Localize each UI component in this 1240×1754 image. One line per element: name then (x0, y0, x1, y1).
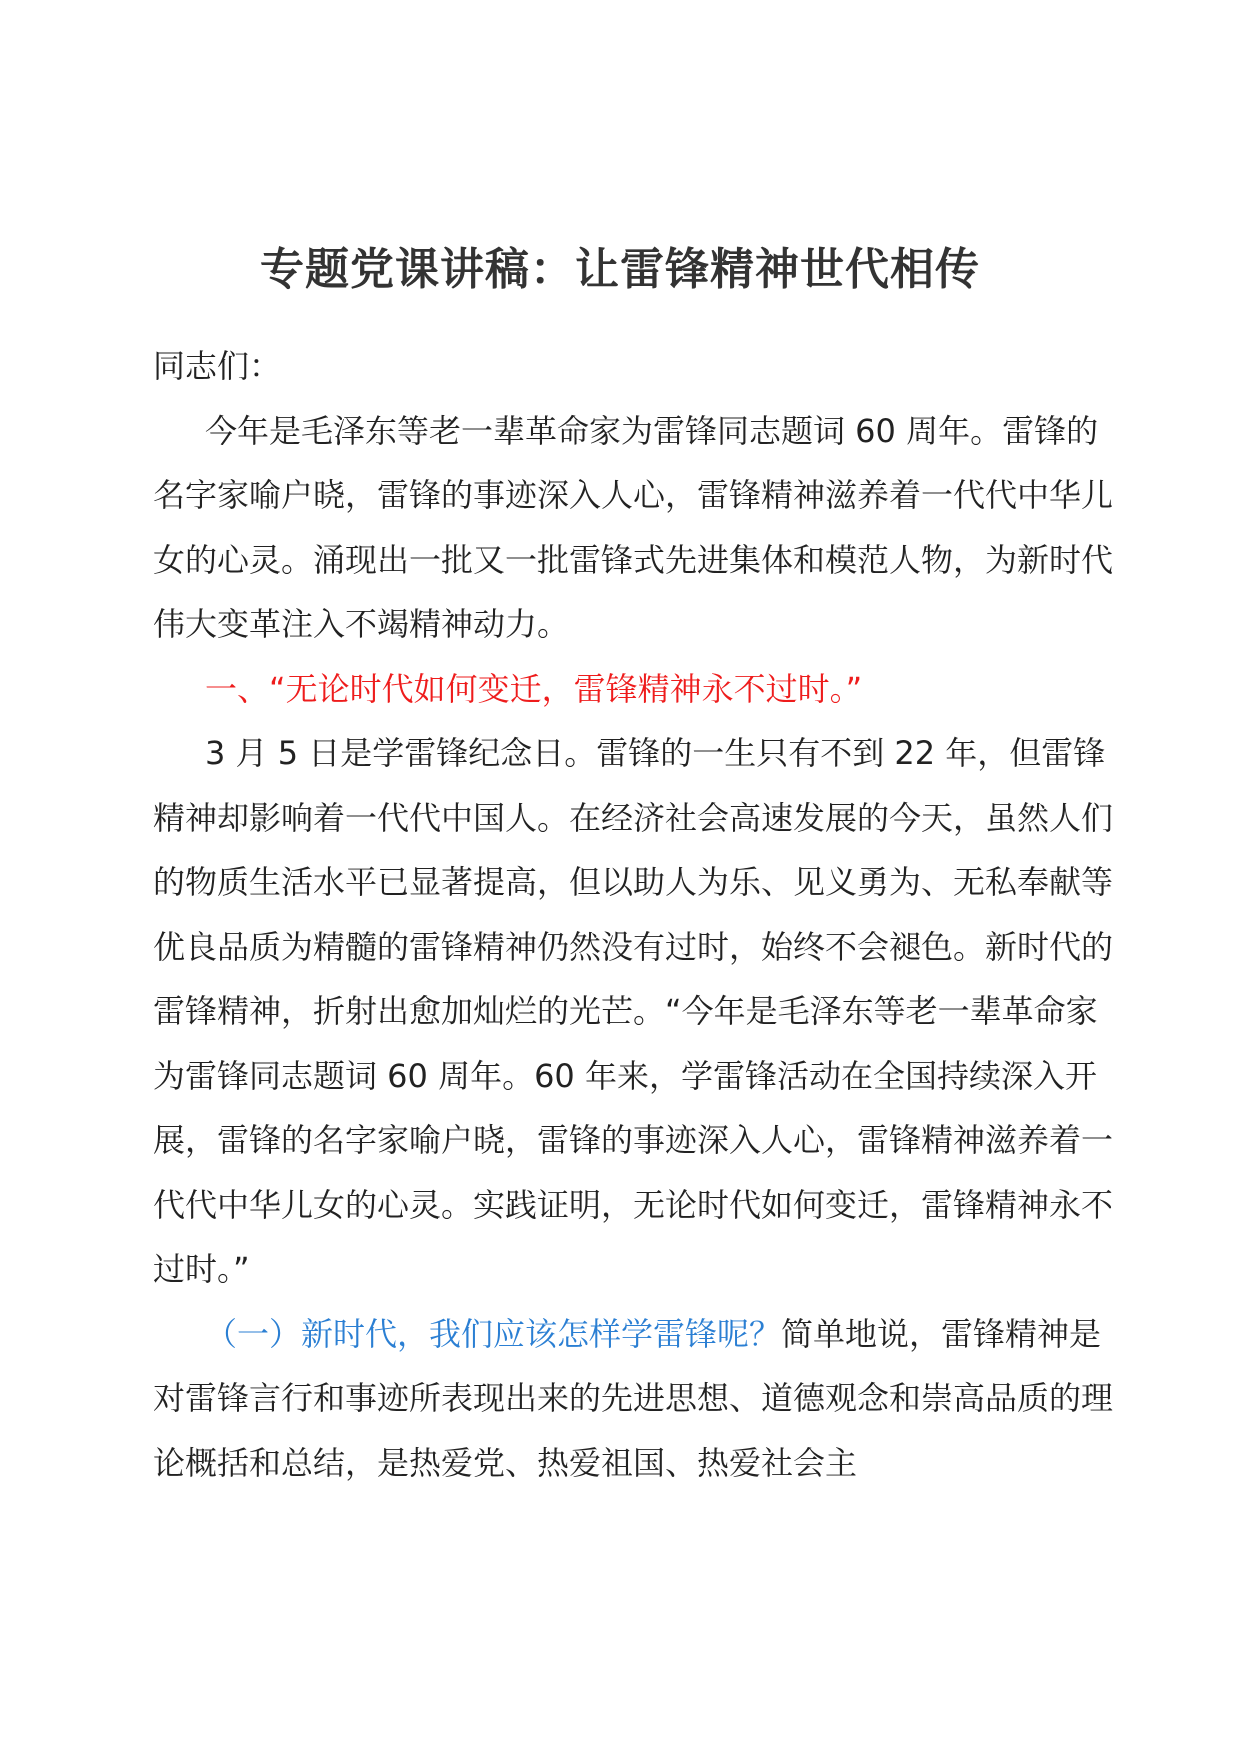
paragraph-subsection-1 (153, 1302, 1113, 1496)
document-body (153, 334, 1113, 1495)
paragraph-section-1: 3 月 5 日是学雷锋纪念日。雷锋的一生只有不到 22 年，但雷锋精神却影响着一代代中国人。在经济社会高速发展的今天，虽然人们的物质生活水平已显著提高，但以助人为乐、见义勇为、无私奉献等优良品质为精髓的雷锋精神仍然没有过时，始终不会褪色。新时代的雷锋精神，折射出愈加灿烂的光芒。“今年是毛泽东等老一辈革命家为雷锋同志题词 60 周年。60 年来，学雷锋活动在全国持续深入开展，雷锋的名字家喻户晓，雷锋的事迹深入人心，雷锋精神滋养着一代代中华儿女的心灵。实践证明，无论时代如何变迁，雷锋精神永不过时。” (153, 734, 1114, 1288)
subsection-heading-1: （一）新时代，我们应该怎样学雷锋呢？ (205, 1314, 782, 1353)
salutation: 同志们： (153, 347, 282, 385)
document-title: 专题党课讲稿：让雷锋精神世代相传 (260, 244, 980, 295)
paragraph-intro: 今年是毛泽东等老一辈革命家为雷锋同志题词 60 周年。雷锋的名字家喻户晓，雷锋的事迹深入人心，雷锋精神滋养着一代代中华儿女的心灵。涌现出一批又一批雷锋式先进集体和模范人物，为新时代伟大变革注入不竭精神动力。 (153, 411, 1114, 643)
section-heading-1: 一、“无论时代如何变迁，雷锋精神永不过时。” (205, 669, 863, 708)
subsection-text-1: 简单地说，雷锋精神是对雷锋言行和事迹所表现出来的先进思想、道德观念和崇高品质的理论概括和总结，是热爱党、热爱祖国、热爱社会主 (153, 1314, 1114, 1482)
